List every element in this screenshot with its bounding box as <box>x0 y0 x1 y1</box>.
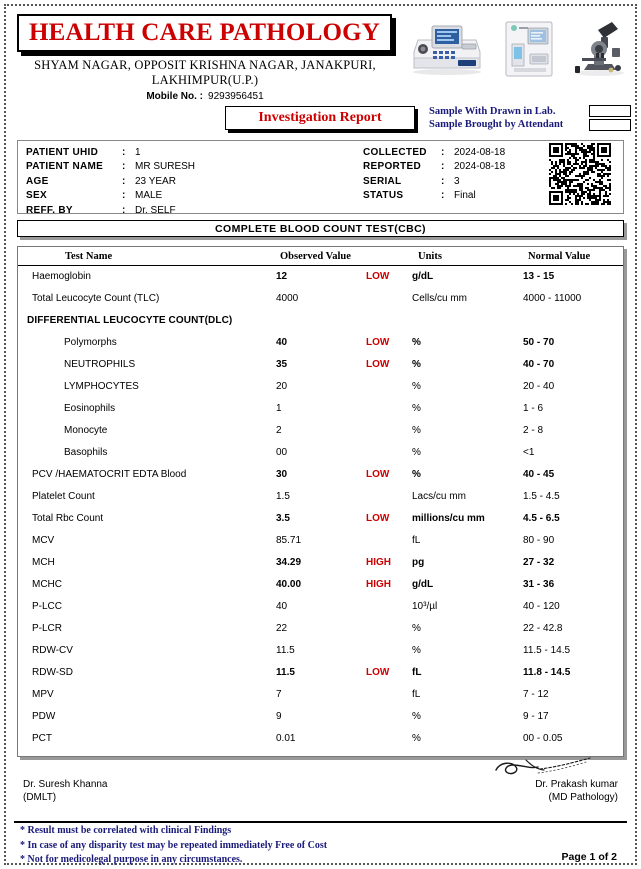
handwritten-signature-icon <box>486 756 598 784</box>
patient-age-row <box>26 174 195 189</box>
address-line-2: LAKHIMPUR(U.P.) <box>151 73 259 87</box>
referred-by-value: Dr. SELF <box>135 204 176 216</box>
hematology-analyzer-icon <box>500 18 558 80</box>
observed-value: 1 <box>276 403 282 414</box>
investigation-report-title: Investigation Report <box>225 106 415 130</box>
abnormal-flag: LOW <box>366 513 390 524</box>
table-row <box>18 266 623 288</box>
abnormal-flag: LOW <box>366 469 390 480</box>
test-units: Lacs/cu mm <box>412 491 466 502</box>
normal-range: 11.8 - 14.5 <box>523 667 571 678</box>
normal-range: 9 - 17 <box>523 711 549 722</box>
normal-range: 22 - 42.8 <box>523 623 563 634</box>
normal-range: 00 - 0.05 <box>523 733 563 744</box>
qr-code-icon <box>549 143 611 210</box>
lab-address <box>14 58 396 88</box>
normal-range: 13 - 15 <box>523 271 555 282</box>
lab-title-container <box>17 14 392 52</box>
colon: : <box>441 175 445 187</box>
table-row <box>18 662 623 684</box>
collected-row <box>363 145 505 160</box>
disclaimer-notes <box>20 824 327 868</box>
test-name: DIFFERENTIAL LEUCOCYTE COUNT(DLC) <box>27 315 233 326</box>
test-units: g/dL <box>412 271 434 282</box>
observed-value: 7 <box>276 689 282 700</box>
table-row <box>18 508 623 530</box>
status-label: STATUS <box>363 190 404 202</box>
patient-info-box <box>17 140 624 214</box>
table-row <box>18 354 623 376</box>
test-name: Monocyte <box>64 425 108 436</box>
pathologist-name: Dr. Prakash kumar <box>535 779 618 790</box>
disclaimer-line-1: * Result must be correlated with clinical Findings <box>20 825 232 836</box>
observed-value: 2 <box>276 425 282 436</box>
test-units: % <box>412 425 421 436</box>
patient-age-value: 23 YEAR <box>135 175 176 187</box>
test-units: % <box>412 469 421 480</box>
abnormal-flag: HIGH <box>366 579 391 590</box>
test-name: Haemoglobin <box>32 271 91 282</box>
column-header-units: Units <box>418 251 442 262</box>
abnormal-flag: LOW <box>366 271 390 282</box>
table-row <box>18 706 623 728</box>
observed-value: 11.5 <box>276 645 295 656</box>
normal-range: 11.5 - 14.5 <box>523 645 571 656</box>
observed-value: 9 <box>276 711 282 722</box>
table-row <box>18 728 623 750</box>
table-row <box>18 398 623 420</box>
patient-age-label: AGE <box>26 175 49 187</box>
serial-value: 3 <box>454 175 460 187</box>
normal-range: 4.5 - 6.5 <box>523 513 560 524</box>
colon: : <box>122 146 126 158</box>
test-units: fL <box>412 689 421 700</box>
test-name: P-LCC <box>32 601 63 612</box>
report-page <box>4 4 637 865</box>
table-row <box>18 530 623 552</box>
test-name: PDW <box>32 711 56 722</box>
normal-range: <1 <box>523 447 535 458</box>
test-section-title: COMPLETE BLOOD COUNT TEST(CBC) <box>17 220 624 237</box>
report-title-band <box>6 104 635 140</box>
observed-value: 22 <box>276 623 288 634</box>
test-name: PCT <box>32 733 52 744</box>
microscope-icon <box>568 18 632 80</box>
table-row <box>18 288 623 310</box>
normal-range: 2 - 8 <box>523 425 544 436</box>
sample-brought-checkbox[interactable] <box>589 119 631 131</box>
patient-uhid-label: PATIENT UHID <box>26 146 99 158</box>
technician-name: Dr. Suresh Khanna <box>23 779 108 790</box>
test-name: MCH <box>32 557 55 568</box>
observed-value: 40 <box>276 601 288 612</box>
report-header <box>6 6 635 104</box>
test-units: g/dL <box>412 579 434 590</box>
colon: : <box>441 161 445 173</box>
observed-value: 35 <box>276 359 288 370</box>
colon: : <box>122 190 126 202</box>
test-name: Basophils <box>64 447 108 458</box>
test-units: % <box>412 645 421 656</box>
normal-range: 50 - 70 <box>523 337 555 348</box>
reported-label: REPORTED <box>363 161 421 173</box>
abnormal-flag: LOW <box>366 337 390 348</box>
normal-range: 31 - 36 <box>523 579 555 590</box>
normal-range: 27 - 32 <box>523 557 555 568</box>
lab-name: HEALTH CARE PATHOLOGY <box>17 14 392 52</box>
observed-value: 00 <box>276 447 288 458</box>
test-name: NEUTROPHILS <box>64 359 136 370</box>
test-name: PCV /HAEMATOCRIT EDTA Blood <box>32 469 187 480</box>
test-name: Total Rbc Count <box>32 513 104 524</box>
abnormal-flag: LOW <box>366 667 390 678</box>
sample-source-checkboxes <box>589 105 631 133</box>
signature-area <box>6 774 635 816</box>
table-row <box>18 596 623 618</box>
normal-range: 1 - 6 <box>523 403 544 414</box>
serial-label: SERIAL <box>363 175 402 187</box>
colon: : <box>441 146 445 158</box>
colon: : <box>441 190 445 202</box>
pathologist-title: (MD Pathology) <box>548 792 618 803</box>
test-units: % <box>412 623 421 634</box>
mobile-number: 9293956451 <box>208 91 264 102</box>
observed-value: 34.29 <box>276 557 302 568</box>
test-units: % <box>412 447 421 458</box>
patient-name-row <box>26 160 195 175</box>
patient-sex-row <box>26 189 195 204</box>
test-name: MPV <box>32 689 54 700</box>
observed-value: 30 <box>276 469 288 480</box>
lab-mobile <box>14 91 396 102</box>
test-name: RDW-CV <box>32 645 73 656</box>
test-name: P-LCR <box>32 623 63 634</box>
technician-signature-block <box>23 778 108 804</box>
observed-value: 4000 <box>276 293 299 304</box>
test-name: LYMPHOCYTES <box>64 381 139 392</box>
test-units: millions/cu mm <box>412 513 485 524</box>
observed-value: 3.5 <box>276 513 290 524</box>
table-row <box>18 442 623 464</box>
semi-auto-analyzer-icon <box>406 18 488 80</box>
test-name: Total Leucocyte Count (TLC) <box>32 293 160 304</box>
address-line-1: SHYAM NAGAR, OPPOSIT KRISHNA NAGAR, JANAKPURI, <box>34 58 376 72</box>
reported-value: 2024-08-18 <box>454 161 506 173</box>
observed-value: 12 <box>276 271 288 282</box>
observed-value: 11.5 <box>276 667 295 678</box>
normal-range: 20 - 40 <box>523 381 555 392</box>
patient-uhid-row <box>26 145 195 160</box>
patient-name-label: PATIENT NAME <box>26 161 104 173</box>
disclaimer-divider <box>14 821 627 823</box>
normal-range: 40 - 45 <box>523 469 555 480</box>
test-name: RDW-SD <box>32 667 73 678</box>
test-units: % <box>412 359 421 370</box>
test-units: % <box>412 381 421 392</box>
test-section-title-container <box>17 220 624 240</box>
observed-value: 0.01 <box>276 733 296 744</box>
sample-source-labels <box>429 105 563 131</box>
column-header-normal-value: Normal Value <box>528 251 591 262</box>
table-row <box>18 376 623 398</box>
normal-range: 80 - 90 <box>523 535 555 546</box>
normal-range: 1.5 - 4.5 <box>523 491 560 502</box>
test-name: Platelet Count <box>32 491 95 502</box>
normal-range: 7 - 12 <box>523 689 549 700</box>
collected-label: COLLECTED <box>363 146 427 158</box>
table-row <box>18 574 623 596</box>
patient-details-right <box>363 145 505 203</box>
table-row <box>18 332 623 354</box>
table-row <box>18 684 623 706</box>
test-name: Polymorphs <box>64 337 117 348</box>
normal-range: 40 - 70 <box>523 359 555 370</box>
referred-by-label: REFF. BY <box>26 204 73 216</box>
observed-value: 40.00 <box>276 579 302 590</box>
normal-range: 4000 - 11000 <box>523 293 582 304</box>
test-name: MCHC <box>32 579 62 590</box>
column-header-test-name: Test Name <box>65 251 113 262</box>
table-row <box>18 640 623 662</box>
patient-name-value: MR SURESH <box>135 161 196 173</box>
observed-value: 1.5 <box>276 491 290 502</box>
test-table-container <box>17 246 624 757</box>
observed-value: 85.71 <box>276 535 302 546</box>
serial-row <box>363 174 505 189</box>
page-number: Page 1 of 2 <box>561 851 617 863</box>
test-units: fL <box>412 667 422 678</box>
disclaimer-line-3: * Not for medicolegal purpose in any circumstances. <box>20 854 243 865</box>
table-row <box>18 486 623 508</box>
test-units: % <box>412 337 421 348</box>
technician-title: (DMLT) <box>23 792 57 803</box>
table-row <box>18 420 623 442</box>
abnormal-flag: HIGH <box>366 557 391 568</box>
referred-by-row <box>26 203 195 218</box>
patient-details-left <box>26 145 195 218</box>
table-section-header <box>18 310 623 332</box>
sample-brought-label: Sample Brought by Attendant <box>429 119 564 130</box>
test-units: fL <box>412 535 421 546</box>
status-value: Final <box>454 190 476 202</box>
column-header-observed-value: Observed Value <box>280 251 351 262</box>
test-units: % <box>412 733 421 744</box>
observed-value: 20 <box>276 381 288 392</box>
colon: : <box>122 175 126 187</box>
sample-withdrawn-label: Sample With Drawn in Lab. <box>429 106 556 117</box>
reported-row <box>363 160 505 175</box>
patient-sex-value: MALE <box>135 190 163 202</box>
table-body <box>18 266 623 750</box>
abnormal-flag: LOW <box>366 359 390 370</box>
status-row <box>363 189 505 204</box>
sample-withdrawn-checkbox[interactable] <box>589 105 631 117</box>
table-row <box>18 552 623 574</box>
test-name: MCV <box>32 535 55 546</box>
colon: : <box>122 204 126 216</box>
test-units: % <box>412 403 421 414</box>
observed-value: 40 <box>276 337 288 348</box>
collected-value: 2024-08-18 <box>454 146 506 158</box>
table-row <box>18 464 623 486</box>
test-table <box>17 246 624 757</box>
test-units: 10³/µl <box>412 601 438 612</box>
test-units: % <box>412 711 421 722</box>
patient-sex-label: SEX <box>26 190 47 202</box>
pathologist-signature-block <box>535 778 618 804</box>
mobile-label: Mobile No. : <box>146 91 204 102</box>
colon: : <box>122 161 126 173</box>
table-row <box>18 618 623 640</box>
table-header-row <box>18 247 623 266</box>
test-units: Cells/cu mm <box>412 293 468 304</box>
patient-uhid-value: 1 <box>135 146 141 158</box>
test-name: Eosinophils <box>64 403 116 414</box>
disclaimer-line-2: * In case of any disparity test may be repeated immediately Free of Cost <box>20 839 328 851</box>
test-units: pg <box>412 557 425 568</box>
normal-range: 40 - 120 <box>523 601 560 612</box>
